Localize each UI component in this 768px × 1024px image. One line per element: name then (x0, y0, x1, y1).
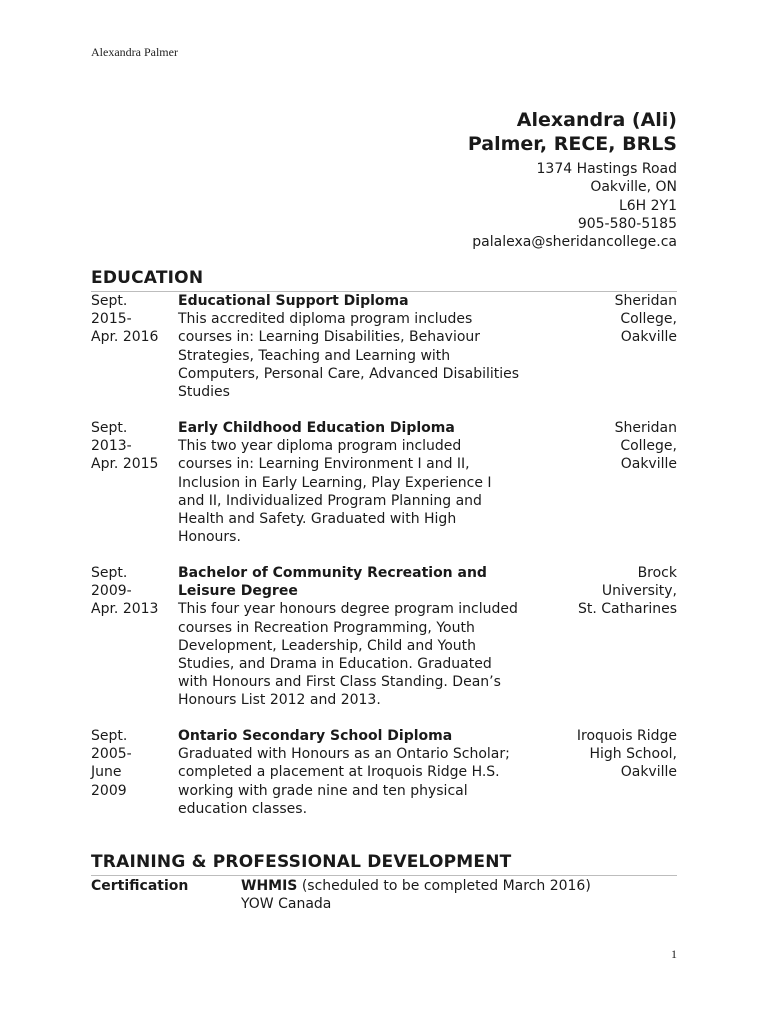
contact-email[interactable]: palalexa@sheridancollege.ca (472, 234, 677, 251)
description-line: Development, Leadership, Child and Youth (178, 637, 477, 654)
institution-line: College, (620, 438, 677, 455)
degree-title: Educational Support Diploma (178, 293, 409, 309)
date-line: Apr. 2015 (91, 456, 159, 473)
entry-body (178, 727, 550, 818)
contact-phone: 905-580-5185 (577, 215, 677, 232)
contact-city: Oakville, ON (590, 179, 677, 196)
institution-line: Sheridan (614, 420, 677, 436)
training-divider (91, 875, 677, 876)
institution-line: Oakville (620, 456, 677, 473)
resume-name (468, 108, 677, 156)
description-line: Strategies, Teaching and Learning with (178, 347, 451, 364)
date-line: Sept. (91, 565, 128, 581)
date-line: 2009 (91, 782, 127, 799)
entry-institution (547, 564, 677, 619)
entry-dates (91, 564, 175, 619)
description-line: courses in Recreation Programming, Youth (178, 619, 475, 636)
description-line: This two year diploma program included (178, 438, 462, 455)
description-line: Graduated with Honours as an Ontario Scholar; (178, 746, 510, 763)
training-heading: TRAINING & PROFESSIONAL DEVELOPMENT (91, 852, 512, 872)
description-line: Honours. (178, 529, 241, 546)
date-line: Apr. 2016 (91, 329, 159, 346)
entry-institution (547, 727, 677, 782)
certification-label: Certification (91, 878, 189, 894)
running-header: Alexandra Palmer (91, 45, 178, 59)
certification-name: WHMIS (241, 878, 298, 894)
entry-dates (91, 419, 175, 474)
certification-line (241, 877, 591, 895)
description-line: courses in: Learning Environment I and II, (178, 456, 470, 473)
certification-provider: YOW Canada (241, 896, 332, 913)
description-line: Honours List 2012 and 2013. (178, 692, 381, 709)
description-line: Health and Safety. Graduated with High (178, 511, 457, 528)
institution-line: Oakville (620, 329, 677, 346)
entry-body (178, 419, 550, 546)
name-line-2: Palmer, RECE, BRLS (467, 133, 677, 155)
description-line: and II, Individualized Program Planning and (178, 492, 482, 509)
date-line: 2015- (91, 311, 132, 328)
date-line: Apr. 2013 (91, 601, 159, 618)
date-line: 2005- (91, 746, 132, 763)
description-line: education classes. (178, 800, 308, 817)
entry-institution (547, 292, 677, 347)
institution-line: Brock (637, 565, 677, 581)
degree-title: Bachelor of Community Recreation and (178, 565, 487, 581)
description-line: completed a placement at Iroquois Ridge H.S. (178, 764, 500, 781)
name-line-1: Alexandra (Ali) (516, 109, 677, 131)
page-number: 1 (671, 947, 677, 961)
certification-note: (scheduled to be completed March 2016) (297, 878, 591, 894)
description-line: Studies, and Drama in Education. Graduated (178, 656, 492, 673)
entry-dates (91, 727, 175, 800)
date-line: June (91, 764, 122, 781)
institution-line: St. Catharines (578, 601, 677, 618)
institution-line: Oakville (620, 764, 677, 781)
date-line: Sept. (91, 420, 128, 436)
date-line: Sept. (91, 293, 128, 309)
description-line: Studies (178, 384, 230, 401)
institution-line: Iroquois Ridge (576, 728, 677, 744)
date-line: 2013- (91, 438, 132, 455)
institution-line: High School, (589, 746, 677, 763)
institution-line: Sheridan (614, 293, 677, 309)
institution-line: College, (620, 311, 677, 328)
description-line: with Honours and First Class Standing. Dean’s (178, 674, 501, 691)
description-line: This accredited diploma program includes (178, 311, 473, 328)
description-line: courses in: Learning Disabilities, Behaviour (178, 329, 481, 346)
contact-block (472, 160, 677, 251)
entry-dates (91, 292, 175, 347)
degree-title: Leisure Degree (178, 583, 298, 600)
contact-street: 1374 Hastings Road (536, 161, 677, 177)
description-line: Computers, Personal Care, Advanced Disabilities (178, 365, 520, 382)
certification-body (241, 877, 591, 913)
description-line: This four year honours degree program included (178, 601, 518, 618)
degree-title: Early Childhood Education Diploma (178, 420, 455, 436)
entry-body (178, 564, 550, 710)
date-line: 2009- (91, 583, 132, 600)
degree-title: Ontario Secondary School Diploma (178, 728, 453, 744)
education-heading: EDUCATION (91, 268, 204, 288)
description-line: working with grade nine and ten physical (178, 782, 468, 799)
entry-body (178, 292, 550, 401)
date-line: Sept. (91, 728, 128, 744)
description-line: Inclusion in Early Learning, Play Experience I (178, 474, 492, 491)
entry-institution (547, 419, 677, 474)
contact-postal: L6H 2Y1 (618, 197, 677, 214)
institution-line: University, (601, 583, 677, 600)
